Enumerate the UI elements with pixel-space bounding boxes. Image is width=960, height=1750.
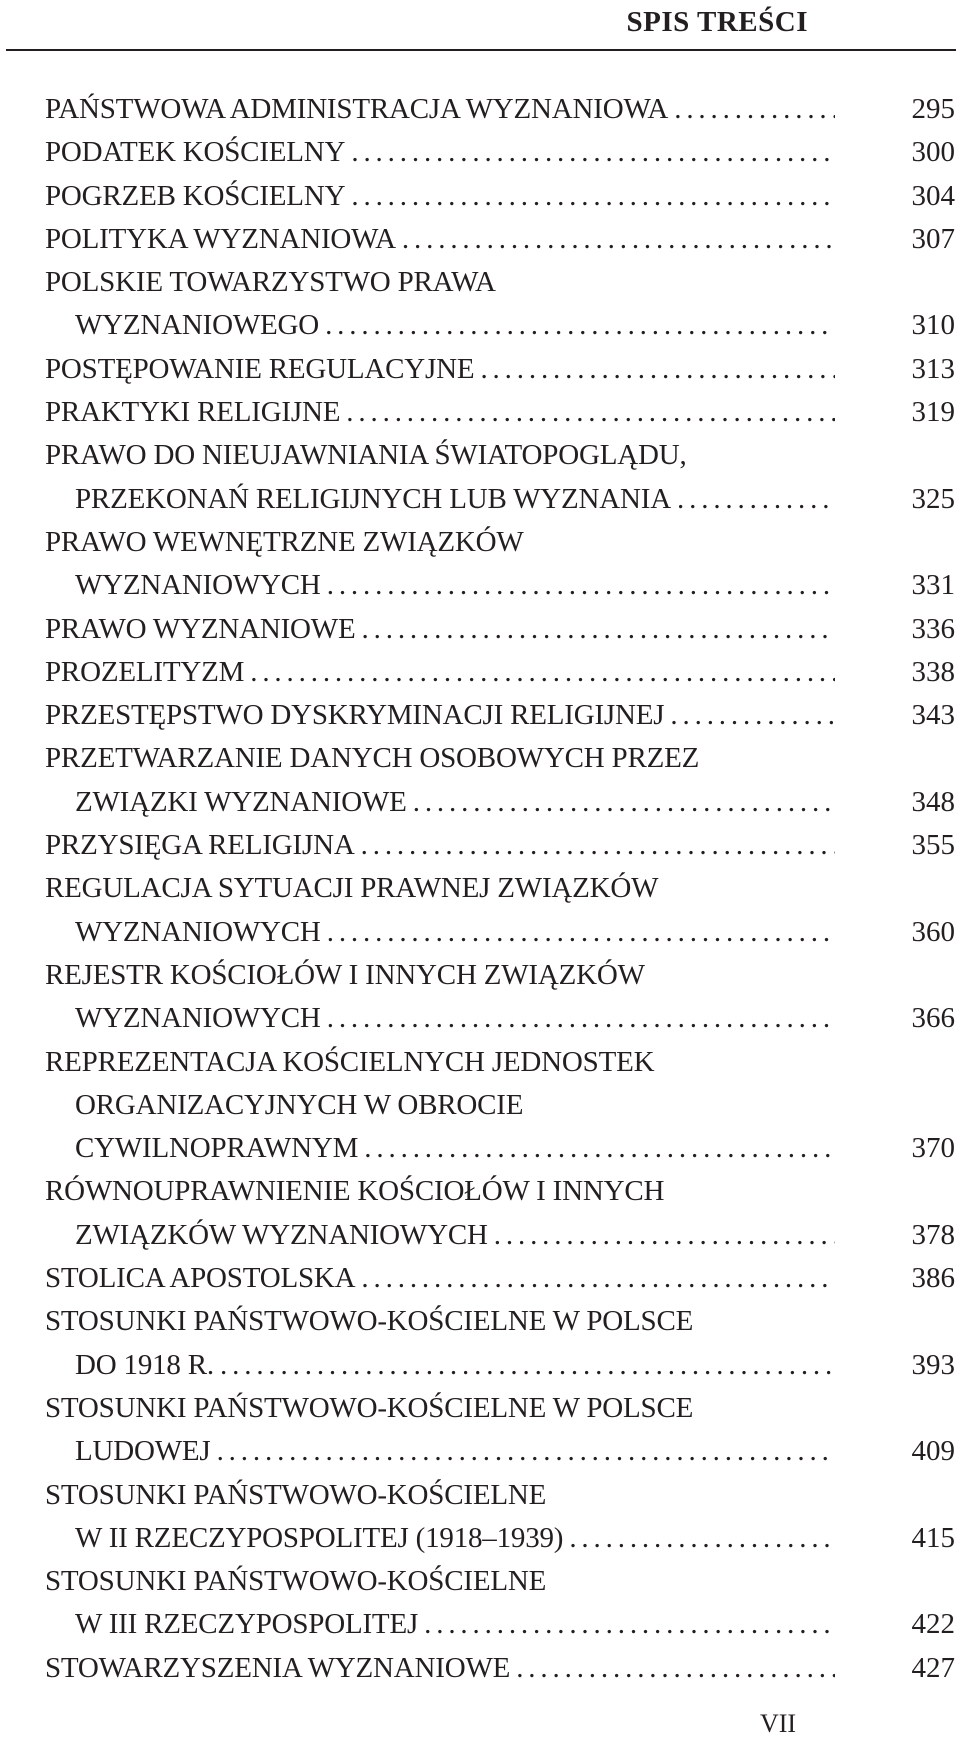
toc-entry — [45, 1387, 955, 1430]
toc-entry — [45, 1430, 955, 1473]
toc-entry-page-number: 300 — [911, 136, 955, 169]
toc-entry-title: W III RZECZYPOSPOLITEJ . . . — [75, 1603, 835, 1646]
toc-entry-page-number: 427 — [911, 1651, 955, 1684]
toc-entry — [45, 1170, 955, 1213]
toc-entry — [45, 954, 955, 997]
toc-entry — [45, 911, 955, 954]
toc-entry-page-number: 366 — [911, 1002, 955, 1035]
toc-entry — [45, 434, 955, 477]
toc-entry-page-number: 307 — [911, 222, 955, 255]
toc-entry-title: POLITYKA WYZNANIOWA . . . — [45, 218, 835, 261]
toc-entry — [45, 608, 955, 651]
toc-entry-page-number: 422 — [911, 1608, 955, 1641]
toc-entry-title: POSTĘPOWANIE REGULACYJNE . . . — [45, 348, 835, 391]
toc-entry — [45, 1560, 955, 1603]
toc-entry-title: PRZESTĘPSTWO DYSKRYMINACJI RELIGIJNEJ . . . — [45, 694, 835, 737]
toc-entry-title: PRZETWARZANIE DANYCH OSOBOWYCH PRZEZ — [45, 742, 700, 775]
toc-entry — [45, 824, 955, 867]
toc-entry-page-number: 336 — [911, 612, 955, 645]
header-rule — [6, 49, 956, 51]
toc-entry — [45, 304, 955, 347]
toc-entry — [45, 348, 955, 391]
toc-entry-page-number: 319 — [911, 396, 955, 429]
toc-entry-title: WYZNANIOWYCH . . . — [75, 564, 835, 607]
toc-entry-page-number: 325 — [911, 482, 955, 515]
toc-entry-page-number: 415 — [911, 1521, 955, 1554]
toc-entry-page-number: 304 — [911, 179, 955, 212]
toc-entry-title: ZWIĄZKI WYZNANIOWE . . . — [75, 781, 835, 824]
toc-entry — [45, 175, 955, 218]
toc-entry-page-number: 338 — [911, 655, 955, 688]
toc-entry-page-number: 378 — [911, 1218, 955, 1251]
toc-entry-page-number: 360 — [911, 915, 955, 948]
toc-entry — [45, 1214, 955, 1257]
toc-entry — [45, 1041, 955, 1084]
toc-entry-page-number: 370 — [911, 1132, 955, 1165]
toc-entry — [45, 218, 955, 261]
toc-entry-page-number: 386 — [911, 1262, 955, 1295]
toc-entry — [45, 131, 955, 174]
toc-entry-title: PRAWO DO NIEUJAWNIANIA ŚWIATOPOGLĄDU, — [45, 439, 687, 472]
page-number: VII — [760, 1709, 797, 1738]
toc-entry — [45, 737, 955, 780]
toc-entry-title: STOLICA APOSTOLSKA . . . — [45, 1257, 835, 1300]
toc-entry — [45, 1084, 955, 1127]
toc-entry-page-number: 310 — [911, 309, 955, 342]
toc-entry — [45, 1474, 955, 1517]
toc-entry-title: POGRZEB KOŚCIELNY . . . — [45, 175, 835, 218]
toc-entry — [45, 1127, 955, 1170]
toc-entry-title: REGULACJA SYTUACJI PRAWNEJ ZWIĄZKÓW — [45, 872, 659, 905]
toc-entry — [45, 1517, 955, 1560]
toc-entry-page-number: 313 — [911, 352, 955, 385]
toc-entry-title: STOWARZYSZENIA WYZNANIOWE . . . — [45, 1647, 835, 1690]
toc-entry-page-number: 355 — [911, 829, 955, 862]
toc-entry-title: PODATEK KOŚCIELNY . . . — [45, 131, 835, 174]
toc-entry-page-number: 348 — [911, 785, 955, 818]
toc-entry-page-number: 331 — [911, 569, 955, 602]
toc-entry-title: STOSUNKI PAŃSTWOWO-KOŚCIELNE — [45, 1565, 547, 1598]
toc-entry — [45, 564, 955, 607]
toc-entry-title: PRAWO WEWNĘTRZNE ZWIĄZKÓW — [45, 525, 524, 558]
toc-entry-title: RÓWNOUPRAWNIENIE KOŚCIOŁÓW I INNYCH — [45, 1175, 665, 1208]
toc-entry — [45, 781, 955, 824]
toc-entry — [45, 521, 955, 564]
toc-entry-title: REJESTR KOŚCIOŁÓW I INNYCH ZWIĄZKÓW — [45, 958, 645, 991]
toc-entry-title: STOSUNKI PAŃSTWOWO-KOŚCIELNE W POLSCE — [45, 1305, 694, 1338]
toc-entry — [45, 88, 955, 131]
toc-entry-title: LUDOWEJ . . . — [75, 1430, 835, 1473]
toc-entry-title: STOSUNKI PAŃSTWOWO-KOŚCIELNE — [45, 1478, 547, 1511]
toc-entry — [45, 391, 955, 434]
toc-entry-title: PRAWO WYZNANIOWE . . . — [45, 608, 835, 651]
toc-entry-title: WYZNANIOWYCH . . . — [75, 997, 835, 1040]
toc-entry-title: POLSKIE TOWARZYSTWO PRAWA — [45, 266, 496, 299]
toc-entry — [45, 1647, 955, 1690]
toc-entry — [45, 1603, 955, 1646]
toc-entry — [45, 478, 955, 521]
toc-entry — [45, 651, 955, 694]
toc-entry — [45, 997, 955, 1040]
toc-entry — [45, 694, 955, 737]
toc-entry — [45, 1300, 955, 1343]
toc-entry-title: WYZNANIOWEGO . . . — [75, 304, 835, 347]
toc-entry-title: PRAKTYKI RELIGIJNE . . . — [45, 391, 835, 434]
running-head-title: SPIS TREŚCI — [626, 6, 808, 38]
toc-entry-title: WYZNANIOWYCH . . . — [75, 911, 835, 954]
toc-entry-title: CYWILNOPRAWNYM . . . — [75, 1127, 835, 1170]
toc-entry-title: ZWIĄZKÓW WYZNANIOWYCH . . . — [75, 1214, 835, 1257]
toc-entry-title: STOSUNKI PAŃSTWOWO-KOŚCIELNE W POLSCE — [45, 1391, 694, 1424]
toc-entry-title: REPREZENTACJA KOŚCIELNYCH JEDNOSTEK — [45, 1045, 655, 1078]
toc-entry-title: DO 1918 R. . . . — [75, 1344, 835, 1387]
toc-entry — [45, 1257, 955, 1300]
toc-entry-page-number: 295 — [911, 93, 955, 125]
toc-entry-page-number: 409 — [911, 1435, 955, 1468]
table-of-contents — [45, 88, 955, 1690]
toc-entry — [45, 1344, 955, 1387]
toc-entry-page-number: 393 — [911, 1348, 955, 1381]
toc-entry — [45, 867, 955, 910]
toc-entry — [45, 261, 955, 304]
toc-entry-page-number: 343 — [911, 699, 955, 732]
toc-entry-title: PRZYSIĘGA RELIGIJNA . . . — [45, 824, 835, 867]
toc-entry-title: PROZELITYZM . . . — [45, 651, 835, 694]
toc-entry-title: W II RZECZYPOSPOLITEJ (1918–1939) . . . — [75, 1517, 835, 1560]
toc-entry-title: PAŃSTWOWA ADMINISTRACJA WYZNANIOWA . . . — [45, 88, 835, 131]
toc-entry-title: PRZEKONAŃ RELIGIJNYCH LUB WYZNANIA . . . — [75, 478, 835, 521]
toc-entry-title: ORGANIZACYJNYCH W OBROCIE — [75, 1088, 524, 1121]
